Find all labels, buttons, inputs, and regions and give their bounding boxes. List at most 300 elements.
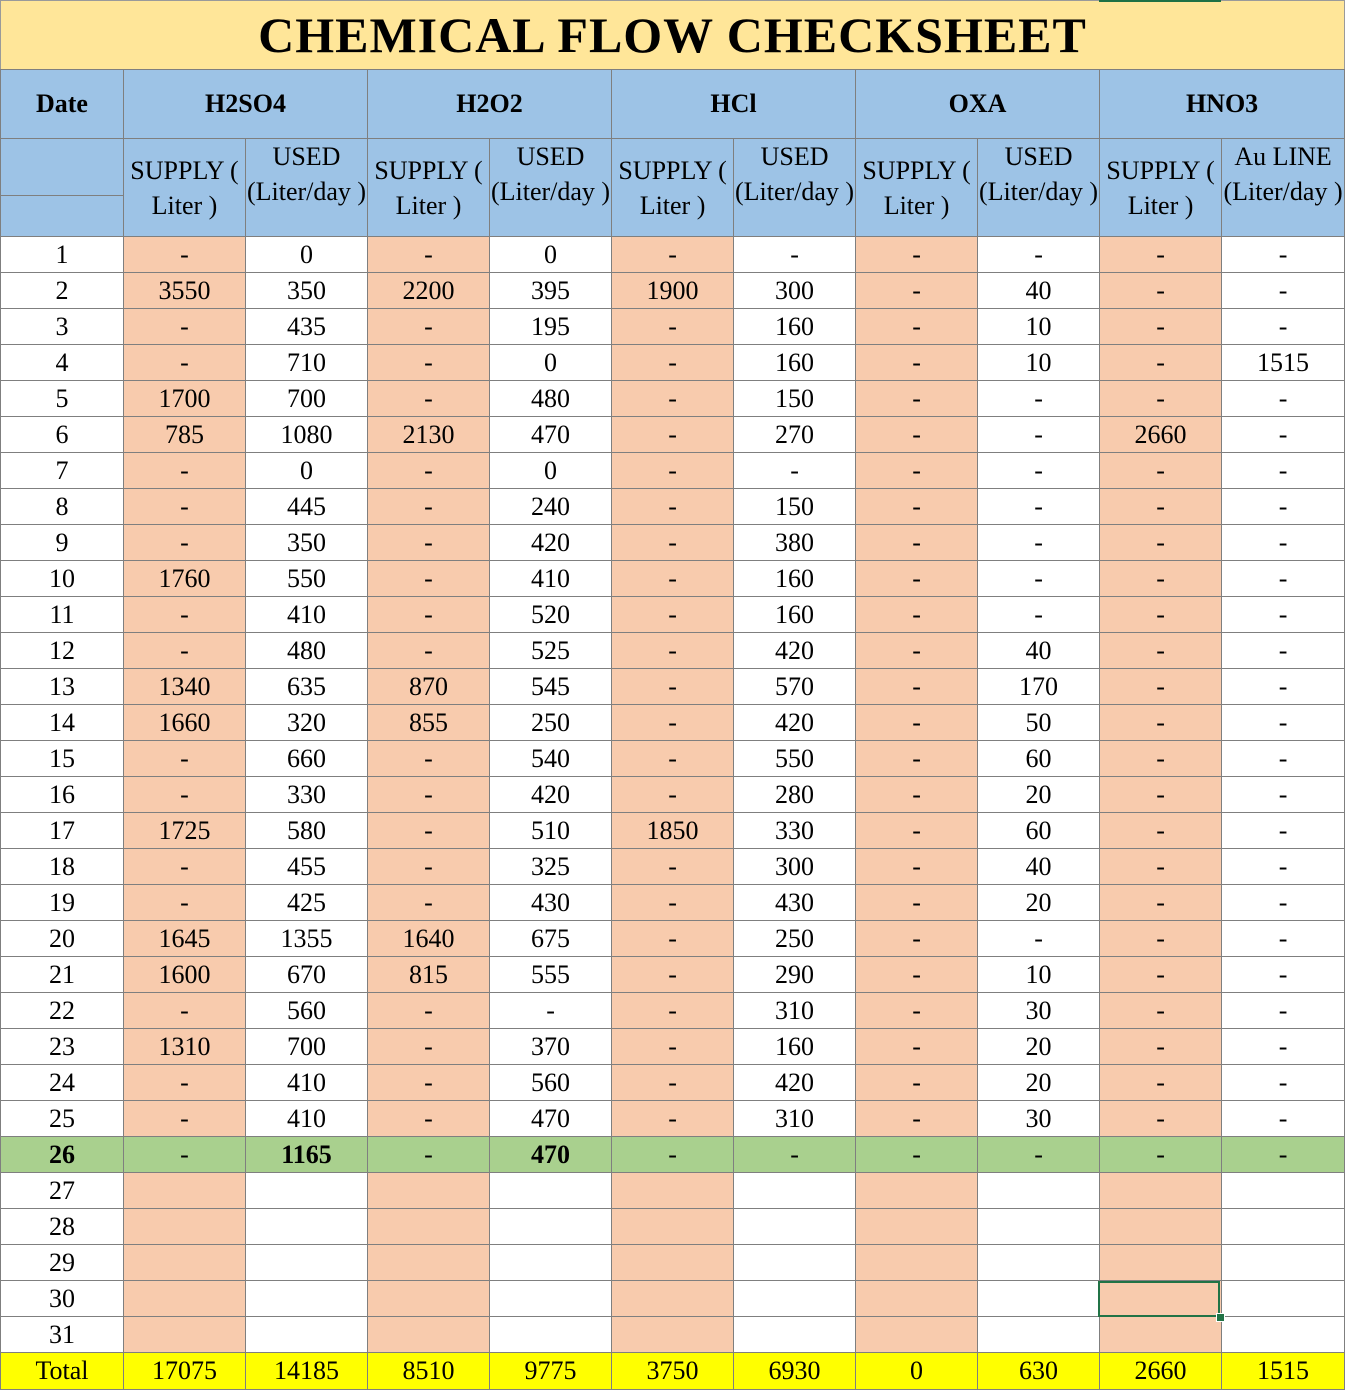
h2so4-used-cell[interactable]: 580 bbox=[246, 813, 368, 849]
h2o2-used-cell[interactable]: 410 bbox=[490, 561, 612, 597]
hno3-supply-cell[interactable]: - bbox=[1100, 705, 1222, 741]
h2o2-supply-cell[interactable]: - bbox=[368, 1137, 490, 1173]
date-cell[interactable]: 4 bbox=[1, 345, 124, 381]
h2so4-used-cell[interactable]: 550 bbox=[246, 561, 368, 597]
h2so4-supply-cell[interactable] bbox=[124, 1173, 246, 1209]
hcl-used-cell[interactable]: 330 bbox=[734, 813, 856, 849]
hno3-supply-cell[interactable]: - bbox=[1100, 921, 1222, 957]
hno3-supply-cell[interactable]: - bbox=[1100, 813, 1222, 849]
oxa-supply-cell[interactable]: - bbox=[856, 813, 978, 849]
hcl-used-cell[interactable]: 160 bbox=[734, 561, 856, 597]
h2o2-supply-cell[interactable]: - bbox=[368, 849, 490, 885]
h2so4-used-cell[interactable]: 710 bbox=[246, 345, 368, 381]
oxa-used-cell[interactable]: - bbox=[978, 921, 1100, 957]
h2so4-used-cell[interactable]: 330 bbox=[246, 777, 368, 813]
oxa-supply-total[interactable]: 0 bbox=[856, 1353, 978, 1390]
date-cell[interactable]: 31 bbox=[1, 1317, 124, 1353]
oxa-supply-cell[interactable]: - bbox=[856, 453, 978, 489]
oxa-used-cell[interactable]: 60 bbox=[978, 741, 1100, 777]
oxa-used-cell[interactable] bbox=[978, 1209, 1100, 1245]
h2o2-supply-cell[interactable]: - bbox=[368, 741, 490, 777]
oxa-used-cell[interactable] bbox=[978, 1245, 1100, 1281]
oxa-used-cell[interactable]: 30 bbox=[978, 993, 1100, 1029]
hno3-supply-cell[interactable]: 2660 bbox=[1100, 417, 1222, 453]
h2so4-used-cell[interactable]: 425 bbox=[246, 885, 368, 921]
h2o2-supply-cell[interactable]: 2130 bbox=[368, 417, 490, 453]
total-label[interactable]: Total bbox=[1, 1353, 124, 1390]
hno3-supply-cell[interactable]: - bbox=[1100, 669, 1222, 705]
hno3-au-line-cell[interactable]: - bbox=[1222, 957, 1345, 993]
h2o2-supply-cell[interactable]: 855 bbox=[368, 705, 490, 741]
hno3-au-line-cell[interactable] bbox=[1222, 1209, 1345, 1245]
h2so4-supply-cell[interactable]: - bbox=[124, 345, 246, 381]
h2so4-used-cell[interactable]: 435 bbox=[246, 309, 368, 345]
oxa-used-cell[interactable]: 170 bbox=[978, 669, 1100, 705]
h2o2-used-cell[interactable]: 675 bbox=[490, 921, 612, 957]
oxa-supply-cell[interactable]: - bbox=[856, 993, 978, 1029]
h2o2-supply-cell[interactable]: - bbox=[368, 345, 490, 381]
hno3-au-line-cell[interactable]: - bbox=[1222, 813, 1345, 849]
hcl-supply-cell[interactable]: - bbox=[612, 525, 734, 561]
hcl-supply-cell[interactable]: - bbox=[612, 345, 734, 381]
hno3-supply-cell[interactable]: - bbox=[1100, 561, 1222, 597]
hno3-au-line-cell[interactable]: 1515 bbox=[1222, 345, 1345, 381]
date-subheader-top[interactable] bbox=[1, 139, 124, 196]
h2so4-used-cell[interactable]: 660 bbox=[246, 741, 368, 777]
hno3-au-line-cell[interactable]: - bbox=[1222, 741, 1345, 777]
hcl-supply-cell[interactable]: - bbox=[612, 849, 734, 885]
h2o2-used-cell[interactable]: 525 bbox=[490, 633, 612, 669]
date-header[interactable]: Date bbox=[1, 70, 124, 139]
date-cell[interactable]: 12 bbox=[1, 633, 124, 669]
h2o2-used-cell[interactable] bbox=[490, 1209, 612, 1245]
hcl-supply-cell[interactable]: - bbox=[612, 237, 734, 273]
date-cell[interactable]: 30 bbox=[1, 1281, 124, 1317]
date-cell[interactable]: 1 bbox=[1, 237, 124, 273]
oxa-used-total[interactable]: 630 bbox=[978, 1353, 1100, 1390]
hcl-supply-cell[interactable]: - bbox=[612, 381, 734, 417]
date-cell[interactable]: 6 bbox=[1, 417, 124, 453]
hno3-au-line-cell[interactable]: - bbox=[1222, 489, 1345, 525]
hno3-supply-cell[interactable] bbox=[1100, 1173, 1222, 1209]
date-cell[interactable]: 8 bbox=[1, 489, 124, 525]
hno3-supply-cell[interactable]: - bbox=[1100, 777, 1222, 813]
h2so4-supply-header[interactable]: SUPPLY ( Liter ) bbox=[124, 139, 246, 237]
h2o2-supply-cell[interactable]: 1640 bbox=[368, 921, 490, 957]
h2o2-supply-cell[interactable]: - bbox=[368, 489, 490, 525]
hno3-supply-cell[interactable]: - bbox=[1100, 1137, 1222, 1173]
hno3-au-line-cell[interactable]: - bbox=[1222, 1065, 1345, 1101]
h2so4-supply-cell[interactable]: - bbox=[124, 1065, 246, 1101]
date-cell[interactable]: 23 bbox=[1, 1029, 124, 1065]
hcl-supply-cell[interactable]: - bbox=[612, 957, 734, 993]
date-cell[interactable]: 18 bbox=[1, 849, 124, 885]
hno3-au-line-total[interactable]: 1515 bbox=[1222, 1353, 1345, 1390]
hcl-used-cell[interactable]: 420 bbox=[734, 633, 856, 669]
h2so4-supply-cell[interactable]: - bbox=[124, 489, 246, 525]
date-cell[interactable]: 19 bbox=[1, 885, 124, 921]
header-h2o2[interactable]: H2O2 bbox=[368, 70, 612, 139]
h2o2-used-cell[interactable]: 545 bbox=[490, 669, 612, 705]
date-cell[interactable]: 26 bbox=[1, 1137, 124, 1173]
h2so4-used-cell[interactable]: 700 bbox=[246, 1029, 368, 1065]
h2o2-supply-cell[interactable]: - bbox=[368, 525, 490, 561]
h2o2-used-cell[interactable]: 560 bbox=[490, 1065, 612, 1101]
h2o2-supply-cell[interactable]: - bbox=[368, 597, 490, 633]
h2o2-supply-cell[interactable] bbox=[368, 1173, 490, 1209]
oxa-supply-cell[interactable]: - bbox=[856, 1065, 978, 1101]
h2so4-used-cell[interactable]: 480 bbox=[246, 633, 368, 669]
h2o2-used-cell[interactable] bbox=[490, 1281, 612, 1317]
oxa-supply-cell[interactable] bbox=[856, 1209, 978, 1245]
hno3-supply-cell[interactable]: - bbox=[1100, 849, 1222, 885]
hno3-au-line-cell[interactable] bbox=[1222, 1245, 1345, 1281]
h2so4-used-total[interactable]: 14185 bbox=[246, 1353, 368, 1390]
h2o2-supply-header[interactable]: SUPPLY ( Liter ) bbox=[368, 139, 490, 237]
oxa-supply-cell[interactable]: - bbox=[856, 1029, 978, 1065]
oxa-used-cell[interactable]: 20 bbox=[978, 885, 1100, 921]
h2so4-used-cell[interactable]: 410 bbox=[246, 1065, 368, 1101]
h2o2-supply-cell[interactable] bbox=[368, 1245, 490, 1281]
hcl-used-cell[interactable]: - bbox=[734, 1137, 856, 1173]
oxa-supply-cell[interactable]: - bbox=[856, 849, 978, 885]
h2so4-supply-cell[interactable] bbox=[124, 1317, 246, 1353]
h2so4-supply-cell[interactable] bbox=[124, 1281, 246, 1317]
hcl-used-cell[interactable]: 150 bbox=[734, 489, 856, 525]
hcl-used-cell[interactable] bbox=[734, 1245, 856, 1281]
date-cell[interactable]: 16 bbox=[1, 777, 124, 813]
hno3-au-line-cell[interactable]: - bbox=[1222, 1137, 1345, 1173]
hcl-used-cell[interactable]: 160 bbox=[734, 309, 856, 345]
hno3-supply-cell[interactable]: - bbox=[1100, 597, 1222, 633]
h2so4-supply-cell[interactable]: 1340 bbox=[124, 669, 246, 705]
h2so4-used-cell[interactable]: 445 bbox=[246, 489, 368, 525]
hno3-supply-cell[interactable]: - bbox=[1100, 381, 1222, 417]
date-cell[interactable]: 20 bbox=[1, 921, 124, 957]
h2o2-used-cell[interactable]: 370 bbox=[490, 1029, 612, 1065]
date-cell[interactable]: 17 bbox=[1, 813, 124, 849]
hcl-used-header[interactable]: USED (Liter/day ) bbox=[734, 139, 856, 237]
h2so4-supply-cell[interactable]: - bbox=[124, 525, 246, 561]
h2so4-supply-cell[interactable]: 1310 bbox=[124, 1029, 246, 1065]
hcl-supply-cell[interactable]: - bbox=[612, 309, 734, 345]
h2o2-supply-cell[interactable]: - bbox=[368, 777, 490, 813]
oxa-supply-cell[interactable]: - bbox=[856, 525, 978, 561]
oxa-used-cell[interactable] bbox=[978, 1173, 1100, 1209]
h2so4-used-cell[interactable]: 670 bbox=[246, 957, 368, 993]
oxa-used-cell[interactable]: 40 bbox=[978, 633, 1100, 669]
h2o2-supply-cell[interactable] bbox=[368, 1209, 490, 1245]
hcl-used-cell[interactable]: 150 bbox=[734, 381, 856, 417]
hno3-supply-cell[interactable]: - bbox=[1100, 1101, 1222, 1137]
h2o2-used-cell[interactable]: 480 bbox=[490, 381, 612, 417]
hcl-supply-cell[interactable]: - bbox=[612, 489, 734, 525]
h2so4-used-cell[interactable]: 410 bbox=[246, 597, 368, 633]
h2o2-used-cell[interactable]: 420 bbox=[490, 777, 612, 813]
hno3-supply-cell[interactable]: - bbox=[1100, 237, 1222, 273]
h2so4-supply-cell[interactable] bbox=[124, 1245, 246, 1281]
oxa-supply-cell[interactable] bbox=[856, 1173, 978, 1209]
h2so4-supply-cell[interactable]: 1725 bbox=[124, 813, 246, 849]
hno3-supply-cell[interactable]: - bbox=[1100, 1065, 1222, 1101]
hcl-used-cell[interactable]: 310 bbox=[734, 993, 856, 1029]
h2o2-supply-cell[interactable]: - bbox=[368, 885, 490, 921]
h2o2-supply-cell[interactable]: - bbox=[368, 1101, 490, 1137]
hno3-supply-cell[interactable]: - bbox=[1100, 885, 1222, 921]
oxa-used-cell[interactable]: 20 bbox=[978, 1029, 1100, 1065]
oxa-supply-cell[interactable]: - bbox=[856, 705, 978, 741]
oxa-used-cell[interactable]: - bbox=[978, 381, 1100, 417]
hcl-used-cell[interactable]: 380 bbox=[734, 525, 856, 561]
hno3-au-line-cell[interactable]: - bbox=[1222, 561, 1345, 597]
hcl-used-cell[interactable]: 290 bbox=[734, 957, 856, 993]
hno3-supply-cell[interactable]: - bbox=[1100, 273, 1222, 309]
h2so4-used-cell[interactable] bbox=[246, 1281, 368, 1317]
hcl-used-cell[interactable] bbox=[734, 1209, 856, 1245]
oxa-supply-cell[interactable]: - bbox=[856, 273, 978, 309]
oxa-supply-cell[interactable]: - bbox=[856, 741, 978, 777]
h2so4-supply-cell[interactable]: 3550 bbox=[124, 273, 246, 309]
date-cell[interactable]: 9 bbox=[1, 525, 124, 561]
h2o2-supply-cell[interactable]: - bbox=[368, 237, 490, 273]
hcl-used-cell[interactable] bbox=[734, 1281, 856, 1317]
oxa-used-header[interactable]: USED (Liter/day ) bbox=[978, 139, 1100, 237]
h2o2-used-cell[interactable]: 325 bbox=[490, 849, 612, 885]
oxa-supply-cell[interactable]: - bbox=[856, 1137, 978, 1173]
h2so4-used-cell[interactable] bbox=[246, 1173, 368, 1209]
hcl-supply-cell[interactable]: - bbox=[612, 705, 734, 741]
h2so4-supply-cell[interactable]: 785 bbox=[124, 417, 246, 453]
h2o2-used-cell[interactable]: 420 bbox=[490, 525, 612, 561]
hno3-supply-cell[interactable]: - bbox=[1100, 309, 1222, 345]
h2o2-supply-cell[interactable]: - bbox=[368, 381, 490, 417]
hcl-used-cell[interactable]: 420 bbox=[734, 1065, 856, 1101]
h2so4-supply-cell[interactable]: - bbox=[124, 633, 246, 669]
h2o2-supply-cell[interactable]: - bbox=[368, 1065, 490, 1101]
hcl-used-cell[interactable] bbox=[734, 1173, 856, 1209]
header-h2so4[interactable]: H2SO4 bbox=[124, 70, 368, 139]
hno3-au-line-cell[interactable]: - bbox=[1222, 1029, 1345, 1065]
h2so4-used-cell[interactable]: 1165 bbox=[246, 1137, 368, 1173]
hcl-supply-cell[interactable]: - bbox=[612, 561, 734, 597]
h2so4-used-cell[interactable]: 350 bbox=[246, 525, 368, 561]
date-cell[interactable]: 5 bbox=[1, 381, 124, 417]
h2o2-used-cell[interactable]: 395 bbox=[490, 273, 612, 309]
hcl-used-cell[interactable]: 310 bbox=[734, 1101, 856, 1137]
oxa-used-cell[interactable]: 20 bbox=[978, 777, 1100, 813]
h2so4-supply-cell[interactable]: - bbox=[124, 597, 246, 633]
header-hno3[interactable]: HNO3 bbox=[1100, 70, 1345, 139]
h2o2-supply-cell[interactable]: - bbox=[368, 1029, 490, 1065]
oxa-supply-cell[interactable]: - bbox=[856, 921, 978, 957]
h2so4-used-cell[interactable]: 1355 bbox=[246, 921, 368, 957]
hno3-au-line-header[interactable]: Au LINE (Liter/day ) bbox=[1222, 139, 1345, 237]
h2so4-supply-cell[interactable]: - bbox=[124, 993, 246, 1029]
oxa-used-cell[interactable]: - bbox=[978, 489, 1100, 525]
oxa-used-cell[interactable]: 10 bbox=[978, 957, 1100, 993]
oxa-used-cell[interactable]: 10 bbox=[978, 309, 1100, 345]
h2o2-supply-cell[interactable]: - bbox=[368, 993, 490, 1029]
h2so4-supply-cell[interactable]: 1600 bbox=[124, 957, 246, 993]
h2so4-supply-cell[interactable]: - bbox=[124, 1101, 246, 1137]
hno3-au-line-cell[interactable]: - bbox=[1222, 237, 1345, 273]
hno3-au-line-cell[interactable]: - bbox=[1222, 705, 1345, 741]
oxa-used-cell[interactable]: - bbox=[978, 417, 1100, 453]
h2so4-supply-cell[interactable]: - bbox=[124, 237, 246, 273]
h2o2-supply-cell[interactable]: - bbox=[368, 813, 490, 849]
hno3-au-line-cell[interactable]: - bbox=[1222, 777, 1345, 813]
h2o2-used-cell[interactable]: 0 bbox=[490, 237, 612, 273]
hcl-supply-cell[interactable]: - bbox=[612, 669, 734, 705]
date-cell[interactable]: 15 bbox=[1, 741, 124, 777]
oxa-supply-cell[interactable]: - bbox=[856, 345, 978, 381]
h2o2-used-cell[interactable]: 250 bbox=[490, 705, 612, 741]
h2so4-used-cell[interactable]: 320 bbox=[246, 705, 368, 741]
h2so4-supply-total[interactable]: 17075 bbox=[124, 1353, 246, 1390]
hno3-supply-cell[interactable] bbox=[1100, 1245, 1222, 1281]
h2so4-used-cell[interactable]: 0 bbox=[246, 237, 368, 273]
header-hcl[interactable]: HCl bbox=[612, 70, 856, 139]
hno3-au-line-cell[interactable] bbox=[1222, 1317, 1345, 1353]
h2so4-supply-cell[interactable]: - bbox=[124, 777, 246, 813]
oxa-used-cell[interactable]: - bbox=[978, 561, 1100, 597]
oxa-used-cell[interactable]: 40 bbox=[978, 849, 1100, 885]
header-oxa[interactable]: OXA bbox=[856, 70, 1100, 139]
h2so4-used-cell[interactable]: 410 bbox=[246, 1101, 368, 1137]
date-cell[interactable]: 27 bbox=[1, 1173, 124, 1209]
oxa-supply-cell[interactable]: - bbox=[856, 1101, 978, 1137]
hcl-supply-cell[interactable]: - bbox=[612, 921, 734, 957]
h2o2-used-total[interactable]: 9775 bbox=[490, 1353, 612, 1390]
hcl-supply-header[interactable]: SUPPLY ( Liter ) bbox=[612, 139, 734, 237]
hcl-supply-cell[interactable]: - bbox=[612, 1029, 734, 1065]
hno3-au-line-cell[interactable]: - bbox=[1222, 849, 1345, 885]
h2o2-used-cell[interactable]: 510 bbox=[490, 813, 612, 849]
oxa-supply-cell[interactable]: - bbox=[856, 885, 978, 921]
hcl-supply-cell[interactable] bbox=[612, 1209, 734, 1245]
oxa-supply-cell[interactable]: - bbox=[856, 597, 978, 633]
h2o2-used-cell[interactable]: 195 bbox=[490, 309, 612, 345]
hcl-supply-cell[interactable]: - bbox=[612, 1101, 734, 1137]
oxa-used-cell[interactable]: - bbox=[978, 597, 1100, 633]
oxa-supply-cell[interactable]: - bbox=[856, 417, 978, 453]
hcl-used-cell[interactable]: 160 bbox=[734, 345, 856, 381]
oxa-supply-cell[interactable]: - bbox=[856, 777, 978, 813]
hno3-au-line-cell[interactable]: - bbox=[1222, 993, 1345, 1029]
h2o2-used-cell[interactable]: 470 bbox=[490, 1137, 612, 1173]
oxa-supply-cell[interactable]: - bbox=[856, 489, 978, 525]
h2o2-supply-cell[interactable] bbox=[368, 1317, 490, 1353]
h2o2-supply-cell[interactable]: - bbox=[368, 309, 490, 345]
oxa-supply-cell[interactable] bbox=[856, 1245, 978, 1281]
h2o2-used-cell[interactable]: 0 bbox=[490, 453, 612, 489]
hcl-supply-cell[interactable]: - bbox=[612, 1065, 734, 1101]
oxa-supply-cell[interactable]: - bbox=[856, 309, 978, 345]
hcl-supply-cell[interactable]: - bbox=[612, 597, 734, 633]
hno3-au-line-cell[interactable]: - bbox=[1222, 921, 1345, 957]
h2so4-used-cell[interactable]: 455 bbox=[246, 849, 368, 885]
h2o2-used-cell[interactable]: 470 bbox=[490, 417, 612, 453]
h2so4-used-cell[interactable]: 350 bbox=[246, 273, 368, 309]
date-subheader-bottom[interactable] bbox=[1, 196, 124, 237]
hcl-supply-cell[interactable]: - bbox=[612, 741, 734, 777]
hno3-au-line-cell[interactable]: - bbox=[1222, 417, 1345, 453]
h2o2-supply-cell[interactable] bbox=[368, 1281, 490, 1317]
hno3-supply-cell[interactable]: - bbox=[1100, 525, 1222, 561]
date-cell[interactable]: 29 bbox=[1, 1245, 124, 1281]
hcl-used-total[interactable]: 6930 bbox=[734, 1353, 856, 1390]
oxa-used-cell[interactable]: 20 bbox=[978, 1065, 1100, 1101]
h2o2-supply-cell[interactable]: 2200 bbox=[368, 273, 490, 309]
h2o2-supply-cell[interactable]: 870 bbox=[368, 669, 490, 705]
date-cell[interactable]: 24 bbox=[1, 1065, 124, 1101]
hcl-supply-cell[interactable] bbox=[612, 1317, 734, 1353]
hno3-au-line-cell[interactable]: - bbox=[1222, 381, 1345, 417]
oxa-used-cell[interactable]: 40 bbox=[978, 273, 1100, 309]
hcl-supply-cell[interactable]: - bbox=[612, 417, 734, 453]
hno3-supply-cell[interactable]: - bbox=[1100, 993, 1222, 1029]
oxa-supply-cell[interactable]: - bbox=[856, 633, 978, 669]
hcl-used-cell[interactable]: 280 bbox=[734, 777, 856, 813]
h2so4-used-cell[interactable] bbox=[246, 1209, 368, 1245]
h2so4-supply-cell[interactable]: 1660 bbox=[124, 705, 246, 741]
hcl-supply-cell[interactable]: 1850 bbox=[612, 813, 734, 849]
h2o2-supply-total[interactable]: 8510 bbox=[368, 1353, 490, 1390]
hno3-au-line-cell[interactable] bbox=[1222, 1281, 1345, 1317]
hno3-au-line-cell[interactable] bbox=[1222, 1173, 1345, 1209]
hno3-au-line-cell[interactable]: - bbox=[1222, 453, 1345, 489]
hno3-au-line-cell[interactable]: - bbox=[1222, 1101, 1345, 1137]
h2o2-used-cell[interactable]: 555 bbox=[490, 957, 612, 993]
hcl-supply-cell[interactable] bbox=[612, 1281, 734, 1317]
oxa-used-cell[interactable]: - bbox=[978, 453, 1100, 489]
hno3-supply-cell[interactable] bbox=[1100, 1317, 1222, 1353]
hcl-used-cell[interactable]: 160 bbox=[734, 597, 856, 633]
hcl-used-cell[interactable]: 430 bbox=[734, 885, 856, 921]
h2so4-used-cell[interactable]: 560 bbox=[246, 993, 368, 1029]
date-cell[interactable]: 11 bbox=[1, 597, 124, 633]
h2o2-used-cell[interactable]: 520 bbox=[490, 597, 612, 633]
hcl-used-cell[interactable]: 300 bbox=[734, 849, 856, 885]
h2o2-used-cell[interactable]: 0 bbox=[490, 345, 612, 381]
oxa-supply-cell[interactable]: - bbox=[856, 669, 978, 705]
hcl-used-cell[interactable] bbox=[734, 1317, 856, 1353]
h2o2-supply-cell[interactable]: - bbox=[368, 561, 490, 597]
hno3-au-line-cell[interactable]: - bbox=[1222, 669, 1345, 705]
h2o2-used-cell[interactable]: 240 bbox=[490, 489, 612, 525]
hno3-au-line-cell[interactable]: - bbox=[1222, 525, 1345, 561]
hcl-supply-cell[interactable]: - bbox=[612, 1137, 734, 1173]
h2so4-supply-cell[interactable]: - bbox=[124, 741, 246, 777]
h2o2-supply-cell[interactable]: - bbox=[368, 633, 490, 669]
date-cell[interactable]: 14 bbox=[1, 705, 124, 741]
date-cell[interactable]: 22 bbox=[1, 993, 124, 1029]
oxa-supply-cell[interactable] bbox=[856, 1317, 978, 1353]
h2so4-supply-cell[interactable]: - bbox=[124, 453, 246, 489]
hcl-used-cell[interactable]: 270 bbox=[734, 417, 856, 453]
date-cell[interactable]: 13 bbox=[1, 669, 124, 705]
date-cell[interactable]: 10 bbox=[1, 561, 124, 597]
oxa-supply-cell[interactable]: - bbox=[856, 561, 978, 597]
h2so4-supply-cell[interactable]: 1760 bbox=[124, 561, 246, 597]
date-cell[interactable]: 25 bbox=[1, 1101, 124, 1137]
hno3-au-line-cell[interactable]: - bbox=[1222, 309, 1345, 345]
h2so4-supply-cell[interactable]: - bbox=[124, 309, 246, 345]
hno3-supply-cell[interactable]: - bbox=[1100, 633, 1222, 669]
oxa-supply-cell[interactable]: - bbox=[856, 957, 978, 993]
hcl-used-cell[interactable]: 300 bbox=[734, 273, 856, 309]
h2o2-used-cell[interactable] bbox=[490, 1317, 612, 1353]
